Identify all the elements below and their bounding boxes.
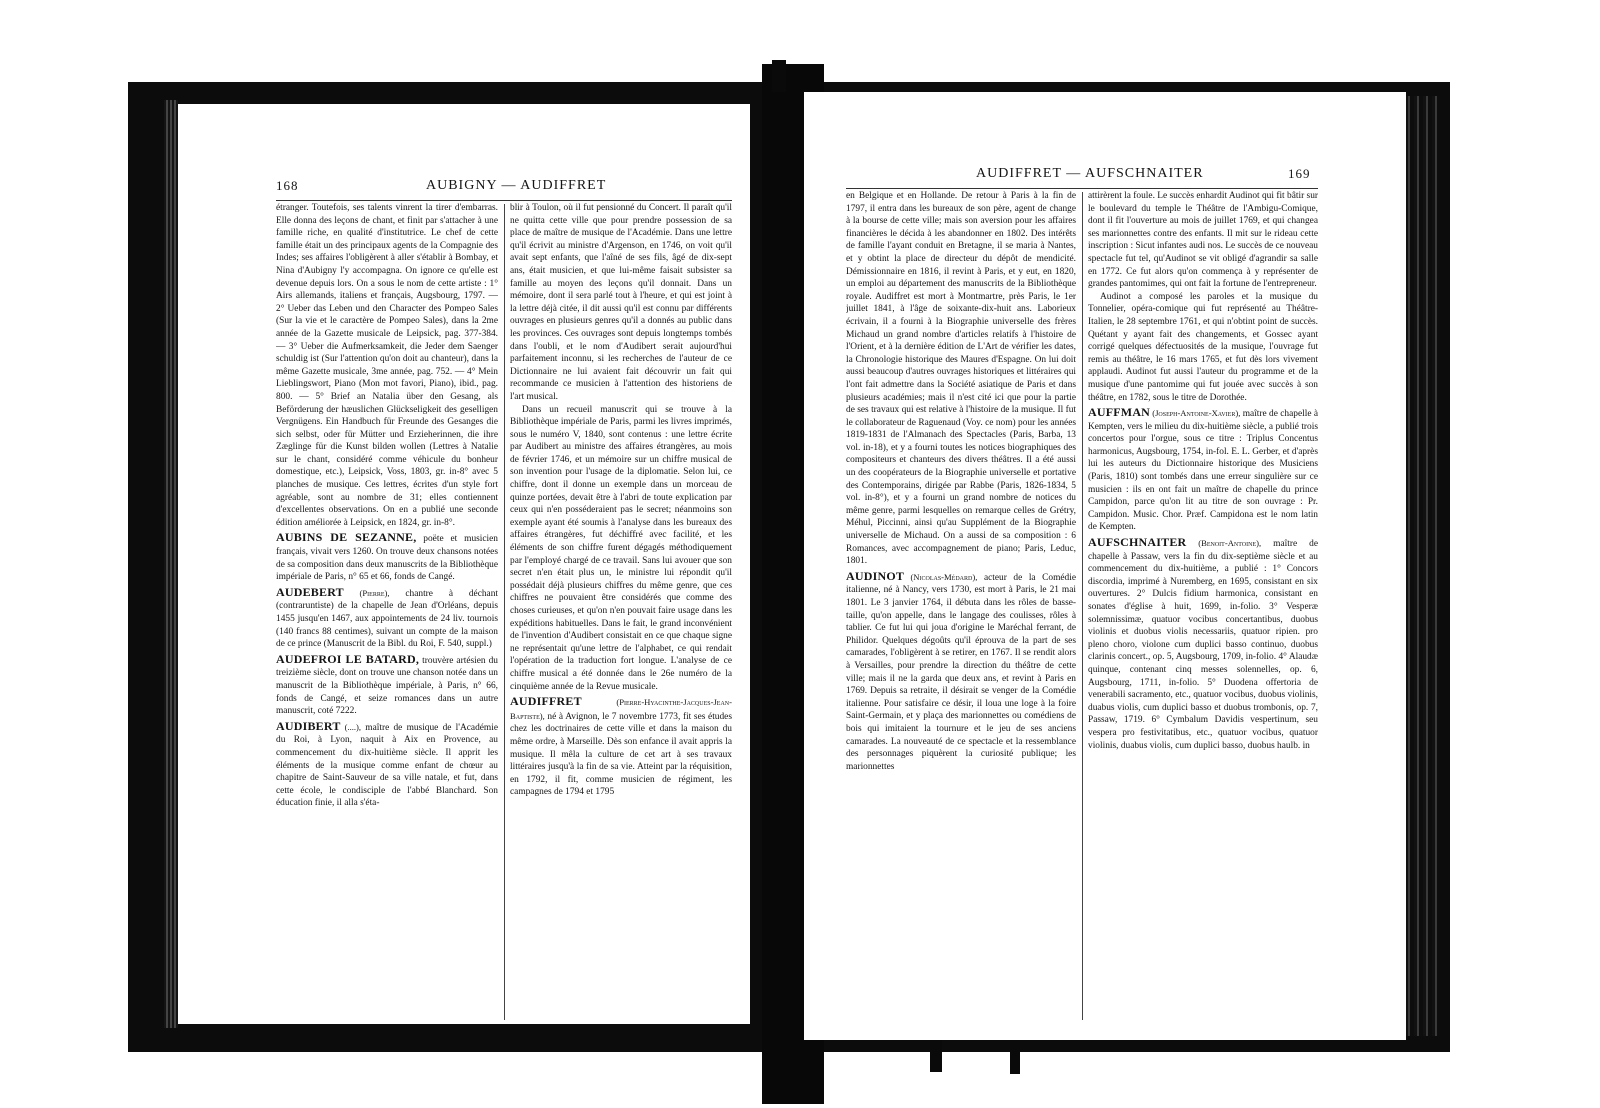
- entry-given-names: (Joseph-Antoine-Xavier),: [1150, 408, 1241, 419]
- entry-given-names: (Benoit-Antoine),: [1186, 538, 1262, 549]
- left-page-number: 168: [276, 178, 299, 193]
- entry-headword: AUDIFFRET: [510, 694, 582, 709]
- entry-given-names: (....),: [340, 721, 362, 732]
- entry-given-names: (Pierre),: [343, 587, 390, 598]
- body-paragraph: Dans un recueil manuscrit qui se trouve à la Bibliothèque impériale de Paris, parmi les livres imprimés, sous le numéro V, 1840, sont contenus : une lettre écrite par Audibert au ministre des affaires étrangères, au mois de février 1746, et un mémoire sur un chiffre musical de son invention pour l'usage de la diplomatie. Selon lui, ce chiffre, dont il donne un exemple dans un morceau de quinze portées, devait être à l'abri de toute explication par ceux qui n'en posséderaient pas le secret; néanmoins son exemple ayant été soumis à l'analyse dans les bureaux des affaires étrangères, fut déchiffré avec facilité, et les éléments de son chiffre furent dégagés méthodiquement par l'employé chargé de ce travail. Sans lui avouer que son secret n'en était plus un, le ministre lui répondit qu'il possédait déjà plusieurs chiffres du même genre, que ces chiffres ne pouvaient être considérés que comme des choses curieuses, et qu'on n'en pouvait faire usage dans les expéditions habituelles. Dans le fait, le grand inconvénient de l'invention d'Audibert consistait en ce que chaque signe ne représentait qu'une lettre de l'alphabet, ce qui rendait l'opération de la traduction fort longue. L'analyse de ce chiffre musical a été donnée dans le 26e numéro de la cinquième année de la Revue musicale.: [510, 404, 732, 692]
- body-paragraph: étranger. Toutefois, ses talents vinrent la tirer d'embarras. Elle donna des leçons de chant, et finit par s'attacher à une famille riche, en qualité d'institutrice. Le chef de cette famille était un des principaux agents de la Compagnie des Indes; ses affaires l'obligèrent à aller s'établir à Bombay, et Nina d'Aubigny l'y accompagna. On ignore ce qu'elle est devenue depuis lors. On a sous le nom de cette artiste : 1° Airs allemands, italiens et français, Augsbourg, 1797. — 2° Ueber das Leben und den Character des Pompeo Sales (Sur la vie et le caractère de Pompeo Sales), dans la 2me année de la Gazette musicale de Leipsick, pag. 377-384. — 3° Ueber die Aufmerksamkeit, die Jeder dem Saenger schuldig ist (Sur l'attention qu'on doit au chanteur), dans la même Gazette musicale, 3me année, pag. 752. — 4° Mein Lieblingswort, Piano (Mon mot favori, Piano), ibid., pag. 800. — 5° Brief an Natalia über den Gesang, als Beförderung der hæuslichen Glückseligkeit des geselligen Vergnügens. Ein Handbuch für Freunde des Gesanges die sich selbst, oder für Mütter und Erzieherinnen, die ihre Zæglinge für die Kunst bilden wollen (Lettres à Natalie sur le chant, considéré comme véhicule du bonheur domestique, etc.), Leipsick, Voss, 1803, gr. in-8° avec 5 planches de musique. Ces lettres, écrites d'un style fort agréable, sont au nombre de 31; elles contiennent d'excellentes observations. On en a publié une seconde édition améliorée à Leipsick, en 1824, gr. in-8°.: [276, 203, 498, 528]
- body-paragraph: Audinot a composé les paroles et la musique du Tonnelier, opéra-comique qui fut représenté au Théâtre-Italien, le 28 septembre 1761, et qui n'obtint point de succès. Quétant y ayant fait des changements, et Gossec ayant corrigé quelques défectuosités de la musique, l'ouvrage fut remis au théâtre, le 16 mars 1765, et fut dès lors vivement applaudi. Audinot fut aussi l'auteur du programme et de la musique d'une pantomime qui fut jouée avec succès à son théâtre, en 1782, sous le titre de Dorothée.: [1088, 291, 1318, 403]
- spine-ribbon-top: [772, 60, 786, 92]
- entry-headword: AUDEBERT: [276, 584, 344, 599]
- entry-body-text: poëte et musicien français, vivait vers 1260. On trouve deux chansons notées de sa composition dans deux manuscrits de la Bibliothèque impériale de Paris, n° 65 et 66, fonds de Cangé.: [276, 534, 498, 583]
- entry-given-names: (Pierre-Hyacinthe-Jacques-Jean-Baptiste),: [510, 697, 732, 721]
- dictionary-entry: [1088, 536, 1318, 752]
- right-column-divider: [1082, 192, 1083, 1020]
- left-page-edge: [164, 100, 178, 1028]
- entry-headword: AUDINOT: [846, 568, 905, 583]
- body-paragraph: attirèrent la foule. Le succès enhardit Audinot qui fit bâtir sur le boulevard du temple le Théâtre de l'Ambigu-Comique, dont il fit l'ouverture au mois de juillet 1769, et qui changea ses marionnettes contre des enfants. Il mit sur le rideau cette inscription : Sicut infantes audi nos. Le succès de ce nouveau spectacle fut tel, qu'Audinot se vit obligé d'agrandir sa salle en 1772. Ce fut alors qu'on commença à y représenter de grandes pantomimes, qui ont fait la fortune de l'entrepreneur.: [1088, 191, 1318, 290]
- left-page-column-1: [276, 202, 498, 1022]
- right-page: [804, 92, 1406, 1040]
- dictionary-entry: [276, 531, 498, 583]
- entry-given-names: (Nicolas-Médard),: [904, 571, 978, 582]
- entry-body-text: acteur de la Comédie italienne, né à Nancy, vers 1730, est mort à Paris, le 21 mai 1801. Le 3 janvier 1764, il débuta dans les rôles de basse-taille, qu'on appelle, dans le langage des coulisses, rôles à tablier. Ce fut lui qui joua d'origine le Maréchal ferrant, de Philidor. Quelques dégoûts qu'il éprouva de la part de ses camarades, l'obligèrent à se retirer, en 1767. Il se rendit alors à Versailles, pour prendre la direction du théâtre de cette ville; mais il ne la garda que deux ans, et revint à Paris en 1769. Depuis sa retraite, il désirait se venger de la Comédie italienne. Pour satisfaire ce désir, il loua une loge à la foire Saint-Germain, et y plaça des marionnettes ou comédiens de bois qui imitaient la tournure et le jeu de ses anciens camarades. La nouveauté de ce spectacle et la ressemblance des personnages piquèrent la curiosité publique; les marionnettes: [846, 572, 1076, 772]
- entry-headword: AUFFMAN: [1088, 405, 1151, 420]
- dictionary-entry: [276, 586, 498, 651]
- entry-body-text: maître de chapelle à Passaw, vers la fin du dix-septième siècle et au commencement du dix-huitième, a publié : 1° Concors discordia, imprimé à Nuremberg, en 1695, consistant en six ouvertures. 2° Dulcis fidium harmonica, consistant en sonates d'église à huit, 1699, in-folio. 3° Vesperæ solemnissimæ, quatuor vocibus concertantibus, duobus violinis et duobus violis necessariis, quatuor ripien. pro pleno choro, violone cum duplici basso continuo, duobus clarinis concert., op. 5, Augsbourg, 1709, in-folio. 4° Alaudæ quinque, contenant cinq messes solennelles, op. 6, Augsbourg, 1711, in-folio. 5° Duodena offertoria de venerabili sacramento, etc., quatuor vocibus, duobus violinis, duabus violis, cum duplici basso et duobus trombonis, op. 7, Passaw, 1719. 6° Cymbalum Davidis vespertinum, seu vespera pro festivitatibus, etc., quatuor vocibus, quatuor violinis, duabus violis, cum duplici basso, duobus haulb. in: [1088, 539, 1318, 751]
- entry-body-text: trouvère artésien du treizième siècle, dont on trouve une chanson notée dans un manuscrit de la Bibliothèque impériale, à Paris, n° 66, fonds de Cangé, et seize romances dans un autre manuscrit, coté 7222.: [276, 655, 498, 717]
- left-page-column-2: [510, 202, 732, 1022]
- right-page-column-2: [1088, 190, 1318, 1022]
- entry-body-text: chantre à déchant (contraruntiste) de la chapelle de Jean d'Orléans, depuis 1455 jusqu'en 1467, aux appointements de 24 liv. tournois (140 francs 88 centimes), suivant un compte de la maison de ce prince (Manuscrit de la Bibl. du Roi, F. 540, suppl.): [276, 588, 498, 650]
- entry-body-text: maître de musique de l'Académie du Roi, à Lyon, naquit à Aix en Provence, au commencement du dix-huitième siècle. Il apprit les éléments de la musique comme enfant de chœur au chapitre de Saint-Sauveur de sa ville natale, et fut, dans cette école, le condisciple de l'abbé Blanchard. Son éducation finie, il alla s'éta-: [276, 722, 498, 809]
- right-running-title: AUDIFFRET — AUFSCHNAITER: [976, 166, 1204, 181]
- dictionary-entry: [510, 695, 732, 799]
- left-page: [178, 104, 750, 1024]
- entry-body-text: maître de chapelle à Kempten, vers le milieu du dix-huitième siècle, a publié trois concertos pour l'orgue, sous ce titre : Triplus Concentus harmonicus, Augsbourg, 1754, in-fol. E. L. Gerber, et d'après lui les auteurs du Dictionnaire historique des Musiciens (Paris, 1810) sont tombés dans une erreur singulière sur ce musicien : ils en ont fait un maître de chapelle du prince Campidon, parce qu'on lit au titre de son ouvrage : Pr. Campidon. Music. Chor. Præf. Campidona est le nom latin de Kempten.: [1088, 409, 1318, 533]
- body-paragraph: blir à Toulon, où il fut pensionné du Concert. Il paraît qu'il ne quitta cette ville que pour prendre possession de sa place de maître de musique de l'Académie. Dans une lettre qu'il écrivit au ministre d'Argenson, en 1746, on voit qu'il avait sept enfants, que l'aîné de ses fils, âgé de dix-sept ans, était musicien, et que lui-même faisait subsister sa famille au moyen des leçons qu'il donnait. Dans un mémoire, dont il sera parlé tout à l'heure, et qui est joint à la lettre déjà citée, il dit aussi qu'il est connu par différents ouvrages en plusieurs genres qu'il a donnés au public dans les provinces. Ces ouvrages sont depuis longtemps tombés dans l'oubli, et le nom d'Audibert serait aujourd'hui parfaitement inconnu, si les recherches de l'auteur de ce Dictionnaire ne lui avaient fait découvrir un fait qui recommande ce musicien à l'attention des historiens de l'art musical.: [510, 203, 732, 402]
- entry-headword: AUFSCHNAITER: [1088, 535, 1187, 550]
- header-rule: [276, 200, 732, 201]
- left-running-head: [178, 178, 750, 198]
- dictionary-entry: [276, 653, 498, 718]
- entry-headword: AUBINS DE SEZANNE,: [276, 530, 417, 545]
- dictionary-entry: [276, 720, 498, 810]
- right-page-number: 169: [1288, 166, 1311, 181]
- left-running-title: AUBIGNY — AUDIFFRET: [426, 178, 607, 193]
- entry-headword: AUDEFROI LE BATARD,: [276, 651, 420, 666]
- body-paragraph: en Belgique et en Hollande. De retour à Paris à la fin de 1797, il entra dans les bureaux de son père, agent de change à la bourse de cette ville; mais son aversion pour les affaires financières le décida à les abandonner en 1802. Des intérêts de famille l'ayant conduit en Bretagne, il se maria à Nantes, et y obtint la place de directeur du dépôt de mendicité. Démissionnaire en 1816, il revint à Paris, et y eut, en 1820, un emploi au département des manuscrits de la Bibliothèque royale. Audiffret est mort à Montmartre, près Paris, le 1er juillet 1841, à l'âge de soixante-dix-huit ans. Laborieux écrivain, il a fourni à la Biographie universelle des frères Michaud un grand nombre d'articles relatifs à l'histoire de l'Orient, et à la dernière édition de L'Art de vérifier les dates, la Chronologie historique des Maures d'Espagne. On lui doit aussi beaucoup d'autres ouvrages historiques et littéraires qui l'ont fait admettre dans la Société asiatique de Paris et dans plusieurs académies; mais il n'est cité ici que pour la partie de ses travaux qui est relative à l'histoire de la musique. Il fut le collaborateur de Raguenaud (Voy. ce nom) pour les années 1819-1831 de l'Almanach des Spectacles (Paris, Barba, 13 vol. in-18), et y a fourni toutes les notices biographiques des compositeurs et chanteurs des divers théâtres. Il a été aussi un des coopérateurs de la Biographie universelle et portative des Contemporains, dirigée par Rabbe (Paris, 1826-1834, 5 vol. in-8°), et y a fourni un grand nombre de notices du même genre, parmi lesquelles on remarque celles de Grétry, Méhul, Piccinni, ainsi qu'au Supplément de la Biographie universelle de Michaud. On a aussi de sa composition : 6 Romances, avec accompagnement de piano; Paris, Leduc, 1801.: [846, 191, 1076, 567]
- right-running-head: [804, 166, 1406, 186]
- entry-body-text: né à Avignon, le 7 novembre 1773, fit ses études chez les doctrinaires de cette ville et dans la maison du même ordre, à Marseille. Dès son enfance il avait appris la musique. Il mêla la culture de cet art à ses travaux littéraires jusqu'à la fin de sa vie. Atteint par la réquisition, en 1792, il fit, comme musicien de régiment, les campagnes de 1794 et 1795: [510, 711, 732, 798]
- right-page-column-1: [846, 190, 1076, 1022]
- entry-headword: AUDIBERT: [276, 718, 341, 733]
- dictionary-entry: [846, 570, 1076, 774]
- left-column-divider: [504, 204, 505, 1020]
- header-rule: [846, 188, 1318, 189]
- dictionary-entry: [1088, 406, 1318, 534]
